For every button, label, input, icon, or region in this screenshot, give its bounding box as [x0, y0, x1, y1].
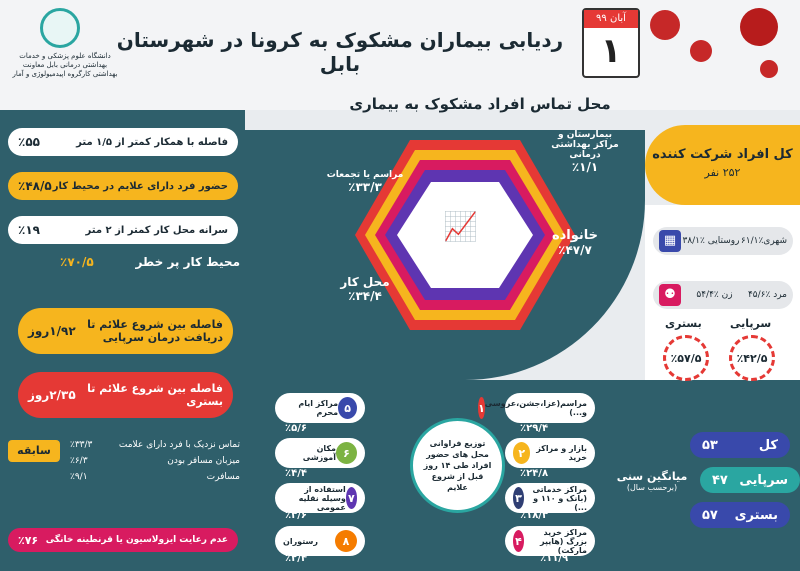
page-title: ردیابی بیماران مشکوک به کرونا در شهرستان بابل — [116, 28, 564, 76]
growth-chart-icon: 📈 — [443, 210, 478, 243]
history-title: سابقه — [8, 440, 60, 462]
inpatient-label: بستری — [665, 317, 702, 330]
age-row — [690, 432, 790, 458]
university-logo-icon — [40, 8, 80, 48]
history-row — [70, 440, 240, 456]
participants-stats — [645, 205, 800, 380]
age-value: ۵۳ — [702, 437, 718, 453]
place-num: ۳ — [513, 487, 524, 509]
place-pct: ٪۵/۶ — [285, 423, 307, 434]
place-pct: ٪۲۴/۸ — [520, 468, 549, 479]
history-row-label: میزبان مسافر بودن — [167, 456, 240, 466]
place-label: مراکز خدماتی (بانک و ۱۱۰ و ...) — [532, 484, 587, 512]
logo-text: دانشگاه علوم پزشکی و خدمات بهداشتی درمانی بابل معاونت بهداشتی کارگروه اپیدمیولوژی و آمار — [12, 52, 118, 78]
contact-item-workplace — [325, 275, 405, 303]
workplace-row — [8, 172, 238, 200]
virus-icon — [690, 40, 712, 62]
place-pct: ٪۲/۴ — [285, 553, 307, 564]
rural-pct: روستایی ٪۳۸/۱ — [682, 236, 740, 246]
contact-item-family — [535, 228, 615, 257]
place-label: مراکز خرید بزرگ (هایپر مارکت) — [539, 527, 587, 555]
contact-section-title: محل تماس افراد مشکوک به بیماری — [349, 95, 611, 113]
age-subtitle: (برحسب سال) — [626, 483, 678, 492]
place-item — [505, 483, 595, 513]
place-num: ۴ — [513, 530, 524, 552]
place-pct: ٪۳/۶ — [285, 510, 307, 521]
virus-icon — [760, 60, 778, 78]
interval-value: ۲/۳۵روز — [28, 388, 76, 402]
place-num: ۷ — [346, 487, 357, 509]
quarantine-label: عدم رعایت ایزولاسیون یا قرنطینه خانگی — [45, 535, 228, 545]
interval-label: فاصله بین شروع علائم تا بستری — [87, 382, 223, 408]
place-item — [505, 526, 595, 556]
city-icon: ▦ — [659, 230, 681, 252]
contact-label: بیمارستان و مراکز بهداشتی درمانی — [551, 130, 619, 160]
place-pct: ٪۴/۴ — [285, 468, 307, 479]
workplace-risk — [60, 255, 240, 269]
place-label: مکان آموزشی — [302, 444, 336, 462]
participants-count: ۲۵۲ نفر — [704, 166, 741, 179]
history-row-label: مسافرت — [206, 472, 240, 482]
place-num: ۸ — [335, 530, 357, 552]
interval-value: ۱/۹۲روز — [28, 324, 76, 338]
female-pct: زن ٪۵۴/۴ — [696, 290, 733, 300]
workplace-row-pct: ٪۵۵ — [18, 135, 40, 149]
age-title: میانگین سنی — [616, 470, 688, 483]
history-row-pct: ٪۶/۳ — [70, 456, 88, 466]
place-num: ۲ — [513, 442, 530, 464]
history-row-pct: ٪۹/۱ — [70, 472, 88, 482]
interval-inpatient — [18, 372, 233, 418]
age-value: ۴۷ — [712, 472, 728, 488]
interval-label: فاصله بین شروع علائم تا دریافت درمان سرپایی — [87, 318, 223, 344]
age-value: ۵۷ — [702, 507, 718, 523]
workplace-row-pct: ٪۴۸/۵ — [18, 179, 52, 193]
workplace-row — [8, 216, 238, 244]
workplace-row-label: سرانه محل کار کمتر از ۲ متر — [85, 224, 228, 236]
contact-pct: ٪۳۴/۴ — [348, 289, 382, 303]
age-row — [690, 502, 790, 528]
place-label: مراکز ایام محرم — [298, 399, 339, 417]
contact-label: مراسم یا تجمعات — [326, 170, 404, 180]
urban-rural-row — [653, 227, 793, 255]
header — [0, 0, 800, 110]
gender-row — [653, 281, 793, 309]
calendar-icon — [582, 8, 640, 78]
place-label: بازار و مراکز خرید — [536, 444, 587, 462]
history-row-label: تماس نزدیک با فرد دارای علامت — [118, 440, 240, 450]
place-pct: ٪۲۹/۴ — [520, 423, 549, 434]
outpatient-label: سرپایی — [730, 317, 772, 330]
place-item — [478, 393, 595, 423]
participants-card — [645, 125, 800, 205]
age-label: بستری — [734, 507, 778, 523]
quarantine-pct: ٪۷۶ — [18, 533, 39, 547]
place-label: رستوران — [283, 536, 318, 546]
place-num: ۱ — [478, 397, 485, 419]
contact-pct: ٪۳۳/۳ — [348, 180, 382, 194]
workplace-row-label: حضور فرد دارای علایم در محیط کار — [52, 180, 228, 192]
place-num: ۶ — [336, 442, 357, 464]
contact-item-hospital — [545, 130, 625, 174]
people-icon: ⚉ — [659, 284, 681, 306]
contact-pct: ٪۱/۱ — [571, 160, 599, 174]
workplace-row-pct: ٪۱۹ — [18, 223, 40, 237]
contact-label: خانواده — [551, 228, 599, 243]
age-label: کل — [758, 437, 778, 453]
virus-icon — [650, 10, 680, 40]
age-title-block — [612, 470, 692, 492]
place-item — [275, 393, 365, 423]
contact-item-ceremony — [325, 170, 405, 194]
quarantine-row — [8, 528, 238, 552]
place-label: استفاده از وسیله نقلیه عمومی — [298, 484, 346, 512]
workplace-row-label: فاصله با همکار کمتر از ۱/۵ متر — [76, 136, 228, 148]
contact-label: محل کار — [340, 275, 390, 289]
history-row — [70, 456, 240, 472]
inpatient-ring: ٪۵۷/۵ — [663, 335, 709, 381]
workplace-risk-pct: ٪۷۰/۵ — [60, 255, 94, 269]
interval-outpatient — [18, 308, 233, 354]
participants-title: کل افراد شرکت کننده — [652, 147, 793, 162]
place-item — [275, 526, 365, 556]
workplace-row — [8, 128, 238, 156]
male-pct: مرد ٪۴۵/۶ — [747, 290, 787, 300]
workplace-risk-label: محیط کار پر خطر — [135, 255, 240, 269]
place-item — [505, 438, 595, 468]
virus-icon — [740, 8, 778, 46]
contact-pct: ٪۴۷/۷ — [558, 243, 592, 257]
place-label: مراسم(عزا،جشن،عروسی و...) — [484, 399, 587, 417]
calendar-month: آبان ۹۹ — [584, 10, 638, 28]
history-row-pct: ٪۳۳/۳ — [70, 440, 93, 450]
place-num: ۵ — [338, 397, 357, 419]
age-row — [700, 467, 800, 493]
place-pct: ٪۱۸/۳ — [520, 510, 549, 521]
place-pct: ٪۱۱/۹ — [540, 553, 569, 564]
urban-pct: شهری٪۶۱/۱ — [740, 236, 787, 246]
place-item — [275, 483, 365, 513]
outpatient-ring: ٪۴۲/۵ — [729, 335, 775, 381]
history-list — [70, 440, 240, 488]
history-row — [70, 472, 240, 488]
places-center-text: توزیع فراوانی محل های حضور افراد طی ۱۴ روز قبل از شروع علایم — [410, 418, 505, 513]
place-item — [275, 438, 365, 468]
age-label: سرپایی — [739, 472, 788, 488]
calendar-day: ۱ — [600, 31, 622, 71]
